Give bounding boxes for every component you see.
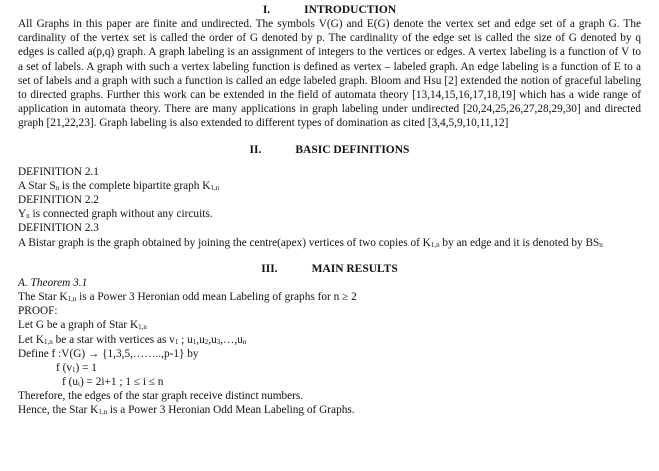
definition-text: $Y_n$ is connected graph without any circuits. <box>18 208 213 221</box>
definition-text: A Star $S_n$ is the complete bipartite graph $K_{1,n}$ <box>18 179 220 192</box>
section-heading-main-results <box>18 262 641 276</box>
proof-line: Therefore, the edges of the star graph receive distinct numbers. <box>18 390 304 403</box>
proof-line: Define f :V(G) → {1,3,5,……..,p-1} by <box>18 347 199 360</box>
proof-label: PROOF: <box>18 305 58 318</box>
section-title: MAIN RESULTS <box>311 262 398 275</box>
definition-label: DEFINITION 2.1 <box>18 165 99 178</box>
section-heading-introduction <box>18 3 641 17</box>
section-number: II. <box>249 143 262 156</box>
labeling-rule: f $(v_1) = 1$ <box>56 361 97 374</box>
theorem-label: A. Theorem 3.1 <box>18 276 88 289</box>
proof-conclusion: Hence, the Star $K_{1,n}$ is a Power 3 Heronian Odd Mean Labeling of Graphs. <box>18 404 355 417</box>
section-title: BASIC DEFINITIONS <box>295 143 410 156</box>
labeling-rule: f $(u_i) = 2i+1$ ; 1 ≤ i ≤ n <box>62 376 164 389</box>
section-heading-basic-definitions <box>18 143 641 157</box>
definition-label: DEFINITION 2.2 <box>18 194 99 206</box>
definition-label: DEFINITION 2.3 <box>18 222 99 235</box>
theorem-statement: The Star $K_{1,n}$ is a Power 3 Heronian odd mean Labeling of graphs for n ≥ 2 <box>18 290 357 303</box>
section-number: I. <box>262 4 271 16</box>
proof-line: Let G be a graph of Star $K_{1,n}$ <box>18 319 147 332</box>
paper-page <box>18 3 641 418</box>
definition-text: A Bistar graph is the graph obtained by joining the centre(apex) vertices of two copies of $K_{1,n}$ by an edge and it is denoted by $BS_n$ <box>18 236 603 249</box>
proof-line: Let $K_{1,n}$ be a star with vertices as $v_1$ ; $u_1,u_2,u_3,\dots,u_n$ <box>18 333 247 346</box>
introduction-paragraph: All Graphs in this paper are finite and undirected. The symbols V(G) and E(G) denote the vertex set and edge set of a graph G. The cardinality of the vertex set is called the order of G denoted by p. The cardinality of the edge set is called the size of G denoted by q edges is called a(p,q) graph. A graph labeling is an assignment of integers to the vertices or edges. A vertex labeling is a function of V to a set of labels. A graph with such a vertex labeling function is defined as vertex – labeled graph. An edge labeling is a function of E to a set of labels and a graph with such a function is called an edge labeled graph. Bloom and Hsu [2] extended the notion of graceful labeling to directed graphs. Further this work can be extended in the field of automata theory [13,14,15,16,17,18,19] which has a wide range of application in automata theory. There are many applications in graph labeling under undirected [20,24,25,26,27,28,29,30] and directed graph [21,22,23]. Graph labeling is also extended to different types of domination as cited [3,4,5,9,10,11,12] <box>18 18 641 130</box>
section-title: INTRODUCTION <box>304 4 397 16</box>
section-number: III. <box>261 262 278 275</box>
